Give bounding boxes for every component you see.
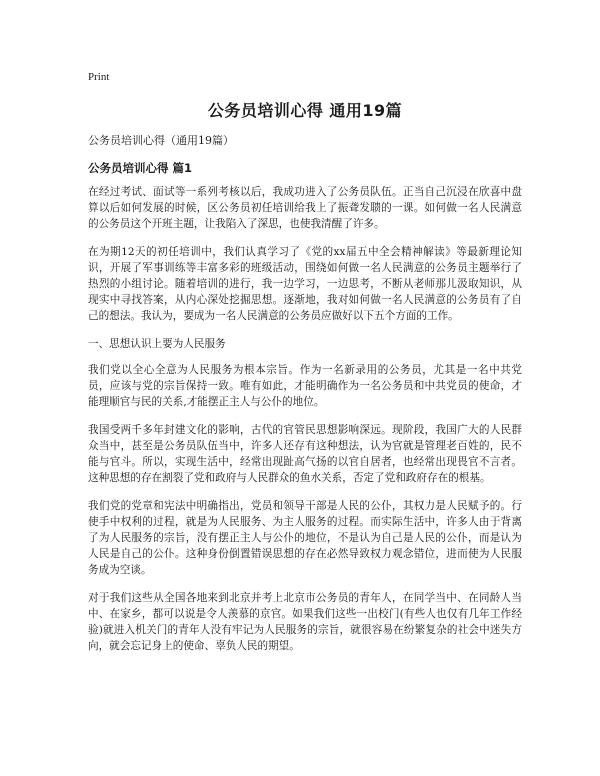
paragraph-training: 在为期12天的初任培训中，我们认真学习了《党的xx届五中全会精神解读》等最新理论知识，开展了军事训练等丰富多彩的班级活动，围绕如何做一名人民满意的公务员主题举行了热烈的小组讨论。随着培训的进行，我一边学习，一边思考，不断从老师那儿汲取知识，从现实中寻找答案，从内心深处挖掘思想。逐渐地，我对如何做一名人民满意的公务员有了自己的想法。我认为，要成为一名人民满意的公务员应做好以下五个方面的工作。 [88,246,522,322]
paragraph-intro: 在经过考试、面试等一系列考核以后，我成功进入了公务员队伍。正当自己沉浸在欣喜中盘算以后如何发展的时候，区公务员初任培训给我上了振聋发聩的一课。如何做一名人民满意的公务员这个开班主题，让我陷入了深思，也使我清醒了许多。 [88,186,522,230]
paragraph-history: 我国受两千多年封建文化的影响，古代的官管民思想影响深远。现阶段，我国广大的人民群众当中，甚至是公务员队伍当中，许多人还存有这种想法，认为官就是管理老百姓的，民不能与官斗。所以，实现生活中，经常出现趾高气扬的以官自居者，也经常出现畏官不言者。这种思想的存在割裂了党和政府与人民群众的鱼水关系，否定了党和政府存在的根基。 [88,424,522,484]
paragraph-youth: 对于我们这些从全国各地来到北京并考上北京市公务员的青年人，在同学当中、在同龄人当中、在家乡，都可以说是令人羡慕的京官。如果我们这些一出校门(有些人也仅有几年工作经验)就进入机关门的青年人没有牢记为人民服务的宗旨，就很容易在纷繁复杂的社会中迷失方向，就会忘记身上的使命、辜负人民的期望。 [88,592,522,652]
paragraph-constitution: 我们党的党章和宪法中明确指出，党员和领导干部是人民的公仆，其权力是人民赋予的。行使手中权利的过程，就是为人民服务、为主人服务的过程。而实际生活中，许多人由于背离了为人民服务的宗旨，没有摆正主人与公仆的地位，不是认为自己是人民的公仆，而是认为人民是自己的公仆。这种身份倒置错误思想的存在必然导致权力观念错位，进而使为人民服务成为空谈。 [88,500,522,576]
print-link[interactable]: Print [88,71,110,83]
section-heading: 公务员培训心得 篇1 [88,161,193,175]
paragraph-purpose: 我们党以全心全意为人民服务为根本宗旨。作为一名新录用的公务员，尤其是一名中共党员，应该与党的宗旨保持一致。唯有如此，才能明确作为一名公务员和中共党员的使命，才能理顺官与民的关系,才能摆正主人与公仆的地位。 [88,364,522,408]
document-subtitle: 公务员培训心得（通用19篇） [88,134,234,147]
page-title: 公务员培训心得 通用19篇 [207,101,403,120]
body-text [88,184,522,666]
point-heading-1: 一、思想认识上要为人民服务 [88,338,226,350]
